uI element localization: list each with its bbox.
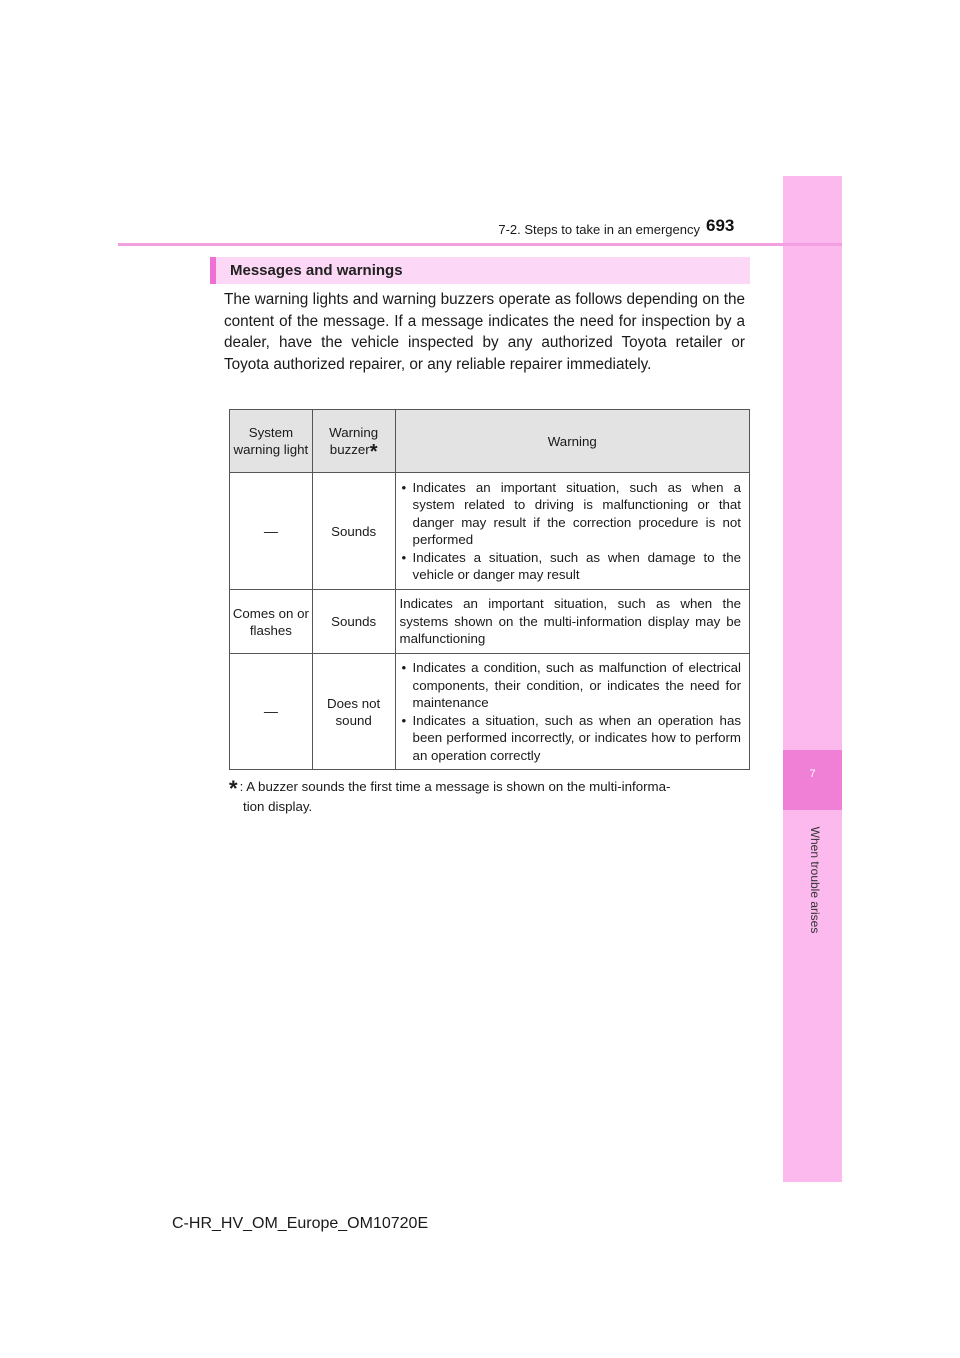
- chapter-number-tab[interactable]: [783, 750, 842, 810]
- header-label: Warning: [547, 433, 597, 449]
- cell-warning: [395, 590, 749, 654]
- chapter-label: When trouble arises: [808, 826, 822, 934]
- header-label: System warning light: [233, 425, 309, 457]
- cell-light: —: [230, 654, 313, 770]
- header-label: Warning buzzer: [329, 425, 379, 457]
- cell-buzzer: Sounds: [312, 590, 395, 654]
- document-code: C-HR_HV_OM_Europe_OM10720E: [172, 1215, 429, 1232]
- warning-bullet: • Indicates a situation, such as when damage to the vehicle or danger may result: [400, 549, 741, 584]
- warning-bullet: • Indicates a situation, such as when an operation has been performed incorrectly, or indicates how to perform an operation correctly: [400, 712, 741, 765]
- warnings-table: [229, 409, 750, 770]
- footnote-line-1: : A buzzer sounds the first time a message is shown on the multi-informa-: [239, 779, 671, 794]
- footnote-marker: *: [229, 776, 238, 801]
- cell-warning: [395, 654, 749, 770]
- cell-warning: [395, 473, 749, 590]
- section-heading-bar: [210, 257, 750, 284]
- cell-buzzer: Sounds: [312, 473, 395, 590]
- table-row: [230, 654, 750, 770]
- header-divider: [118, 243, 842, 246]
- footnote-marker: *: [369, 441, 378, 463]
- page-number: 693: [706, 216, 735, 235]
- cell-light: —: [230, 473, 313, 590]
- header-system-warning-light: [230, 410, 313, 473]
- table-header-row: [230, 410, 750, 473]
- footnote: [229, 777, 745, 817]
- cell-light: [230, 590, 313, 654]
- table-row: [230, 473, 750, 590]
- intro-paragraph: The warning lights and warning buzzers operate as follows depending on the content of the message. If a message indicates the need for inspection by a dealer, have the vehicle inspected by any authorized Toyota retailer or Toyota authorized repairer, or any reliable repairer immediately.: [224, 291, 745, 373]
- cell-buzzer-text: Does not sound: [327, 695, 381, 728]
- warning-text: Indicates an important situation, such as when the systems shown on the multi-information display may be malfunctioning: [399, 596, 741, 647]
- chapter-number: 7: [809, 768, 816, 780]
- table-row: [230, 590, 750, 654]
- cell-buzzer: [312, 654, 395, 770]
- header-warning-buzzer: [312, 410, 395, 473]
- footnote-line-2: tion display.: [243, 799, 313, 814]
- cell-light-text: Comes on or flashes: [232, 605, 309, 638]
- warning-bullet: • Indicates a condition, such as malfunction of electrical components, their condition, or indicates the need for maintenance: [400, 659, 741, 712]
- chapter-side-tab[interactable]: [783, 176, 842, 1182]
- warning-bullet: • Indicates an important situation, such as when a system related to driving is malfunctioning or that danger may result if the correction procedure is not performed: [400, 479, 741, 549]
- header-warning: [395, 410, 749, 473]
- section-title: Messages and warnings: [230, 262, 403, 279]
- header-section-title: 7-2. Steps to take in an emergency: [498, 222, 700, 237]
